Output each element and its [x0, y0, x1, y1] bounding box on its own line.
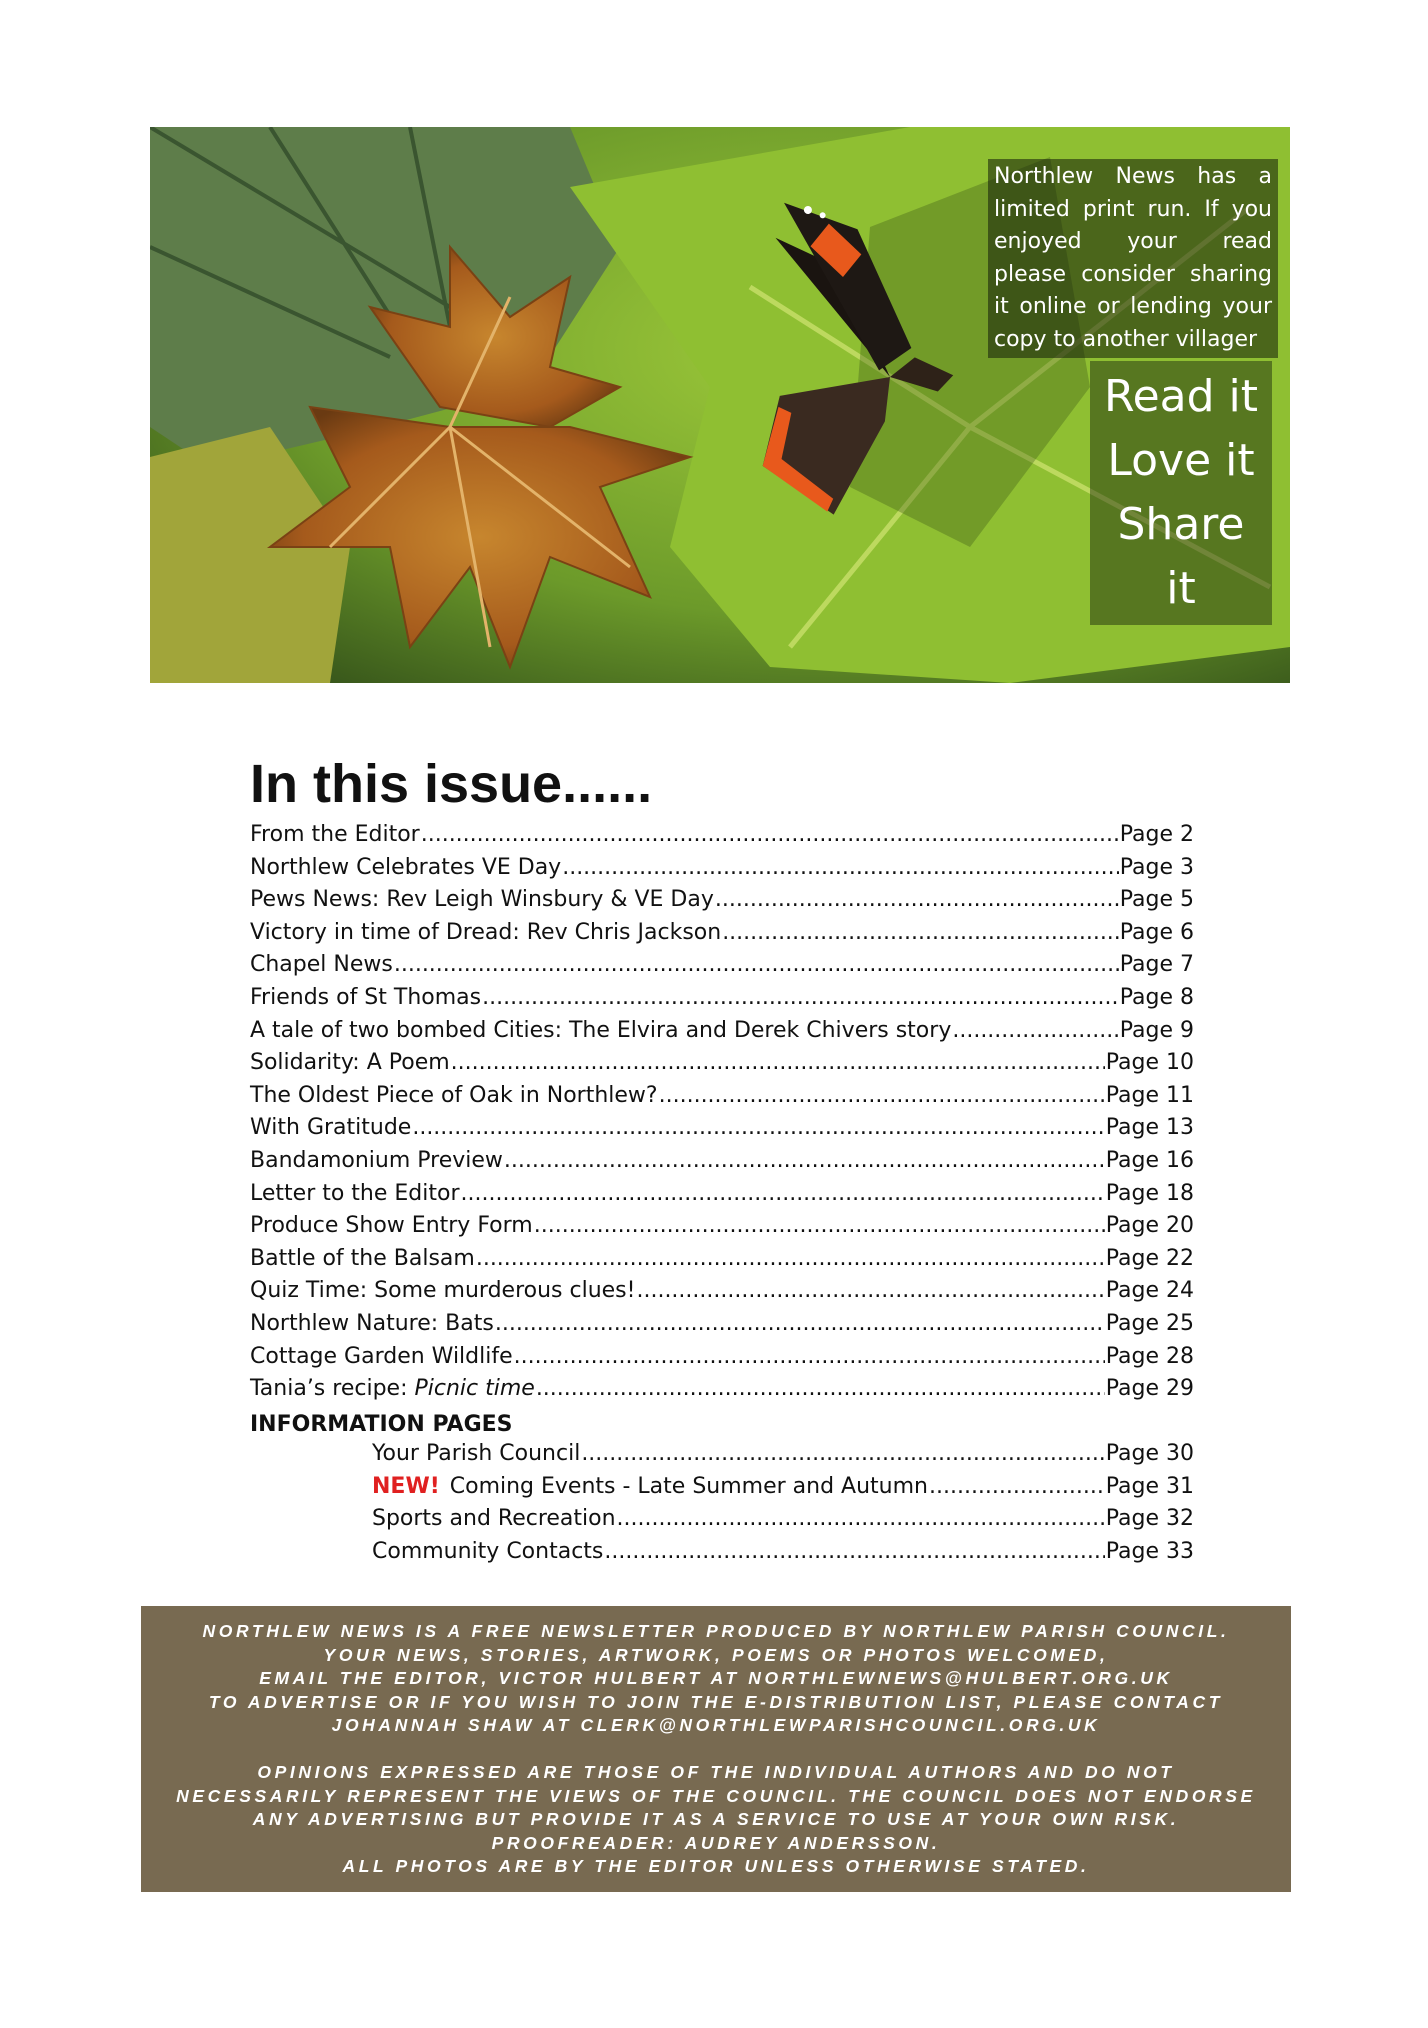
- footer-line: PROOFREADER: AUDREY ANDERSSON.: [491, 1832, 941, 1853]
- toc-leader-dots: [659, 1083, 1105, 1108]
- toc-leader-dots: [514, 1344, 1105, 1369]
- toc-row[interactable]: [250, 855, 1194, 888]
- toc-leader-dots: [421, 822, 1119, 847]
- toc-page: Page 7: [1119, 952, 1194, 978]
- toc-leader-dots: [534, 1213, 1105, 1238]
- toc-title: [372, 1539, 603, 1564]
- info-list: [250, 1441, 1194, 1571]
- toc-page: Page 32: [1105, 1506, 1194, 1532]
- toc-row[interactable]: [250, 985, 1194, 1018]
- toc-row[interactable]: [250, 1115, 1194, 1148]
- toc-row[interactable]: [250, 1213, 1194, 1246]
- toc-row[interactable]: [250, 1246, 1194, 1279]
- contents-heading: In this issue......: [250, 754, 653, 814]
- toc-leader-dots: [929, 1474, 1105, 1499]
- cover-photo: [150, 127, 1290, 683]
- toc-title: [250, 1376, 535, 1401]
- footer-block-contact: [141, 1620, 1291, 1738]
- toc-row[interactable]: [250, 1018, 1194, 1051]
- toc-leader-dots: [604, 1539, 1104, 1564]
- toc-title: Produce Show Entry Form: [250, 1213, 533, 1239]
- toc-page: Page 31: [1105, 1473, 1194, 1499]
- info-row[interactable]: [250, 1539, 1194, 1572]
- toc-title: Pews News: Rev Leigh Winsbury & VE Day: [250, 887, 714, 913]
- toc-title: [372, 1506, 616, 1531]
- info-row[interactable]: [250, 1474, 1194, 1507]
- footer-line: ALL PHOTOS ARE BY THE EDITOR UNLESS OTHERWISE STATED.: [342, 1856, 1090, 1876]
- toc-leader-dots: [952, 1018, 1118, 1043]
- slogan-line: Read it: [1103, 371, 1259, 422]
- toc-title: Quiz Time: Some murderous clues!: [250, 1278, 636, 1304]
- footer-line: JOHANNAH SHAW AT CLERK@NORTHLEWPARISHCOUNCIL.ORG.UK: [331, 1715, 1101, 1735]
- toc-leader-dots: [394, 952, 1119, 977]
- toc-page: Page 20: [1105, 1213, 1194, 1239]
- toc-title: Northlew Nature: Bats: [250, 1310, 494, 1336]
- toc-page: Page 30: [1105, 1441, 1194, 1467]
- toc-title: From the Editor: [250, 822, 420, 847]
- toc-leader-dots: [562, 855, 1119, 880]
- table-of-contents: [250, 752, 1194, 1572]
- toc-page: Page 5: [1119, 887, 1194, 913]
- toc-page: Page 16: [1105, 1147, 1194, 1173]
- toc-title: Cottage Garden Wildlife: [250, 1343, 513, 1369]
- info-pages-heading: INFORMATION PAGES: [250, 1411, 513, 1437]
- toc-row[interactable]: [250, 1050, 1194, 1083]
- footer-gap: [141, 1738, 1291, 1762]
- info-row[interactable]: [250, 1506, 1194, 1539]
- toc-title: Northlew Celebrates VE Day: [250, 854, 562, 880]
- toc-page: Page 29: [1105, 1376, 1194, 1402]
- toc-row[interactable]: [250, 1083, 1194, 1116]
- toc-leader-dots: [495, 1311, 1105, 1336]
- toc-row[interactable]: [250, 822, 1194, 855]
- footer-line: YOUR NEWS, STORIES, ARTWORK, POEMS OR PHOTOS WELCOMED,: [323, 1644, 1109, 1665]
- toc-title: Battle of the Balsam: [250, 1245, 475, 1271]
- toc-page: Page 3: [1119, 854, 1194, 880]
- toc-page: Page 22: [1105, 1245, 1194, 1271]
- toc-leader-dots: [412, 1115, 1104, 1140]
- footer-line: EMAIL THE EDITOR, VICTOR HULBERT AT NORTHLEWNEWS@HULBERT.ORG.UK: [259, 1668, 1173, 1688]
- info-title-text: Your Parish Council: [372, 1441, 581, 1467]
- new-badge: NEW!: [372, 1473, 440, 1499]
- toc-row[interactable]: [250, 1148, 1194, 1181]
- toc-title: Chapel News: [250, 952, 393, 978]
- footer-block-disclaimer: [141, 1761, 1291, 1879]
- toc-title: [372, 1474, 928, 1499]
- toc-row-recipe[interactable]: [250, 1376, 1194, 1409]
- slogan-line: Share it: [1117, 499, 1245, 614]
- toc-title: Letter to the Editor: [250, 1180, 460, 1206]
- toc-row[interactable]: [250, 1278, 1194, 1311]
- info-title-text: Sports and Recreation: [372, 1506, 616, 1532]
- toc-title: Solidarity: A Poem: [250, 1050, 450, 1076]
- toc-page: Page 28: [1105, 1343, 1194, 1369]
- toc-row[interactable]: [250, 952, 1194, 985]
- toc-title: [372, 1441, 580, 1466]
- toc-row[interactable]: [250, 1344, 1194, 1377]
- toc-title: Bandamonium Preview: [250, 1147, 503, 1173]
- toc-title: A tale of two bombed Cities: The Elvira and Derek Chivers story: [250, 1017, 952, 1043]
- toc-page: Page 18: [1105, 1180, 1194, 1206]
- toc-page: Page 13: [1105, 1115, 1194, 1141]
- toc-leader-dots: [482, 985, 1119, 1010]
- footer-notice: [141, 1606, 1291, 1892]
- toc-leader-dots: [536, 1376, 1105, 1401]
- footer-line: OPINIONS EXPRESSED ARE THOSE OF THE INDIVIDUAL AUTHORS AND DO NOT: [257, 1762, 1175, 1782]
- slogan-line: Love it: [1107, 435, 1255, 486]
- toc-page: Page 33: [1105, 1539, 1194, 1565]
- toc-leader-dots: [451, 1050, 1105, 1075]
- toc-page: Page 25: [1105, 1310, 1194, 1336]
- toc-page: Page 9: [1119, 1017, 1194, 1043]
- toc-title: With Gratitude: [250, 1115, 412, 1141]
- toc-title: Victory in time of Dread: Rev Chris Jackson: [250, 919, 722, 945]
- info-row[interactable]: [250, 1441, 1194, 1474]
- print-run-note: Northlew News has a limited print run. If you enjoyed your read please consider sharing it online or lending your copy to another villager: [988, 159, 1278, 358]
- toc-list: [250, 822, 1194, 1376]
- footer-line: TO ADVERTISE OR IF YOU WISH TO JOIN THE E-DISTRIBUTION LIST, PLEASE CONTACT: [208, 1691, 1224, 1712]
- info-title-text: Community Contacts: [372, 1539, 604, 1565]
- footer-line: ANY ADVERTISING BUT PROVIDE IT AS A SERVICE TO USE AT YOUR OWN RISK.: [252, 1809, 1180, 1829]
- toc-leader-dots: [476, 1246, 1105, 1271]
- recipe-title: Tania’s recipe:: [250, 1376, 415, 1402]
- toc-page: Page 24: [1105, 1278, 1194, 1304]
- toc-page: Page 8: [1119, 984, 1194, 1010]
- toc-row[interactable]: [250, 1181, 1194, 1214]
- toc-leader-dots: [581, 1441, 1104, 1466]
- toc-leader-dots: [617, 1506, 1105, 1531]
- toc-title: Friends of St Thomas: [250, 984, 482, 1010]
- toc-leader-dots: [722, 920, 1119, 945]
- toc-row[interactable]: [250, 887, 1194, 920]
- footer-line: NECESSARILY REPRESENT THE VIEWS OF THE COUNCIL. THE COUNCIL DOES NOT ENDORSE: [176, 1785, 1256, 1806]
- toc-leader-dots: [715, 887, 1119, 912]
- toc-page: Page 6: [1119, 919, 1194, 945]
- info-title-text: Coming Events - Late Summer and Autumn: [449, 1473, 928, 1499]
- toc-row[interactable]: [250, 1311, 1194, 1344]
- toc-row[interactable]: [250, 920, 1194, 953]
- toc-page: Page 10: [1105, 1050, 1194, 1076]
- toc-leader-dots: [636, 1278, 1104, 1303]
- footer-line: NORTHLEW NEWS IS A FREE NEWSLETTER PRODUCED BY NORTHLEW PARISH COUNCIL.: [202, 1621, 1230, 1641]
- toc-leader-dots: [461, 1181, 1105, 1206]
- slogan-box: [1090, 361, 1272, 625]
- recipe-title-italic: Picnic time: [414, 1376, 535, 1402]
- toc-page: Page 2: [1119, 822, 1194, 847]
- toc-leader-dots: [504, 1148, 1105, 1173]
- toc-title: The Oldest Piece of Oak in Northlew?: [250, 1082, 658, 1108]
- toc-page: Page 11: [1105, 1082, 1194, 1108]
